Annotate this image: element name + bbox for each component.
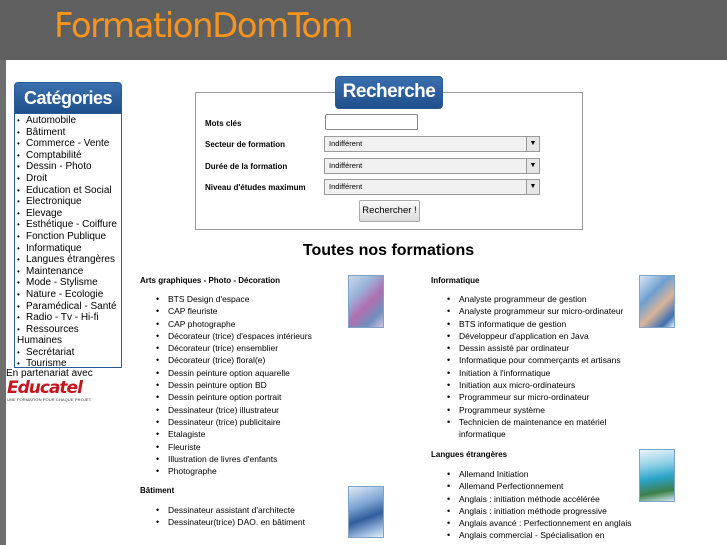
categories-list <box>14 114 122 368</box>
category-item[interactable]: • Tourisme <box>17 358 67 368</box>
course-link[interactable]: • Initiation à l'informatique <box>431 367 641 379</box>
category-item[interactable]: • Bâtiment <box>17 126 66 138</box>
course-thumbnail[interactable] <box>639 449 675 502</box>
category-item[interactable]: • Nature - Ecologie <box>17 288 104 300</box>
page-content <box>6 60 727 545</box>
category-item[interactable]: • Comptabilité <box>17 149 82 161</box>
course-link[interactable]: • CAP photographe <box>140 318 350 330</box>
category-item[interactable]: • Radio - Tv - Hi-fi <box>17 312 99 324</box>
course-thumbnail[interactable] <box>348 275 384 328</box>
course-link[interactable]: • Dessin assisté par ordinateur <box>431 342 641 354</box>
category-item[interactable]: • Automobile <box>17 115 77 126</box>
categories-title: Catégories <box>14 82 122 114</box>
partner-logo-name: Educatel <box>7 378 82 398</box>
course-link[interactable]: • Décorateur (trice) ensemblier <box>140 342 350 354</box>
search-submit-button[interactable]: Rechercher ! <box>359 200 420 222</box>
course-list <box>431 468 641 542</box>
partner-logo-tagline: UNE FORMATION POUR CHAQUE PROJET <box>7 397 92 402</box>
duration-select-value: Indifférent <box>329 161 363 170</box>
course-link[interactable]: • Illustration de livres d'enfants <box>140 453 350 465</box>
site-logo[interactable]: FormationDomTom <box>54 6 353 46</box>
category-item[interactable]: • Electronique <box>17 196 82 208</box>
category-item[interactable]: • Langues étrangères <box>17 254 115 266</box>
course-link[interactable]: • Anglais : initiation méthode accélérée <box>431 493 641 505</box>
course-link[interactable]: • Dessinateur (trice) illustrateur <box>140 404 350 416</box>
course-link[interactable]: • Initiation aux micro-ordinateurs <box>431 379 641 391</box>
course-link[interactable]: • Dessin peinture option aquarelle <box>140 367 350 379</box>
duration-select[interactable] <box>324 158 540 174</box>
course-link[interactable]: • Analyste programmeur sur micro-ordinateur <box>431 305 641 317</box>
section-title[interactable]: Informatique <box>431 276 480 285</box>
sector-label: Secteur de formation <box>205 140 286 149</box>
sector-select[interactable] <box>324 136 540 152</box>
search-title: Recherche <box>335 76 443 109</box>
keywords-input[interactable] <box>325 114 418 130</box>
course-link[interactable]: • Développeur d'application en Java <box>431 330 641 342</box>
category-item[interactable]: • Education et Social <box>17 184 112 196</box>
course-link[interactable]: • CAP fleuriste <box>140 305 350 317</box>
formations-heading: Toutes nos formations <box>302 242 475 259</box>
site-header <box>0 0 727 60</box>
chevron-down-icon: ▼ <box>526 137 539 151</box>
course-link[interactable]: • Fleuriste <box>140 441 350 453</box>
course-list <box>140 504 350 529</box>
categories-box <box>14 82 122 368</box>
category-item[interactable]: • Ressources Humaines <box>17 323 79 347</box>
keywords-label: Mots clés <box>205 119 242 128</box>
duration-label: Durée de la formation <box>205 162 288 171</box>
category-item[interactable]: • Mode - Stylisme <box>17 277 98 289</box>
course-thumbnail[interactable] <box>348 486 384 538</box>
course-link[interactable]: • BTS Design d'espace <box>140 293 350 305</box>
course-link[interactable]: • Allemand Perfectionnement <box>431 480 641 492</box>
course-link[interactable]: • Anglais commercial - Spécialisation en <box>431 529 641 541</box>
course-link[interactable]: • Informatique pour commerçants et artisans <box>431 354 641 366</box>
category-item[interactable]: • Droit <box>17 172 48 184</box>
sector-select-value: Indifférent <box>329 139 363 148</box>
category-item[interactable]: • Dessin - Photo <box>17 161 92 173</box>
section-title[interactable]: Langues étrangères <box>431 450 508 459</box>
category-item[interactable]: • Elevage <box>17 207 63 219</box>
course-link[interactable]: • Programmeur sur micro-ordinateur <box>431 391 641 403</box>
course-link[interactable]: • Etalagiste <box>140 428 350 440</box>
section-title[interactable]: Bâtiment <box>140 486 175 495</box>
course-link[interactable]: • Dessinateur assistant d'architecte <box>140 504 350 516</box>
partner-logo[interactable] <box>7 380 93 404</box>
category-item[interactable]: • Secrétariat <box>17 346 75 358</box>
course-list <box>140 293 350 477</box>
course-thumbnail[interactable] <box>639 275 675 328</box>
course-link[interactable]: • Dessin peinture option portrait <box>140 391 350 403</box>
course-link[interactable]: • Décorateur (trice) d'espaces intérieurs <box>140 330 350 342</box>
course-link[interactable]: • Allemand Initiation <box>431 468 641 480</box>
level-select[interactable] <box>324 179 540 195</box>
level-select-value: Indifférent <box>329 182 363 191</box>
course-link[interactable]: • Décorateur (trice) floral(e) <box>140 354 350 366</box>
course-link[interactable]: • Programmeur système <box>431 404 641 416</box>
course-link[interactable]: • Anglais : initiation méthode progressive <box>431 505 641 517</box>
section-title[interactable]: Arts graphiques - Photo - Décoration <box>140 276 281 285</box>
category-item[interactable]: • Fonction Publique <box>17 230 107 242</box>
course-link[interactable]: • Photographe <box>140 465 350 477</box>
course-link[interactable]: • Anglais avancé : Perfectionnement en anglais <box>431 517 641 529</box>
course-link[interactable]: • BTS informatique de gestion <box>431 318 641 330</box>
category-item[interactable]: • Commerce - Vente <box>17 138 110 150</box>
course-link[interactable]: • Dessinateur(trice) DAO. en bâtiment <box>140 516 350 528</box>
course-link[interactable]: • Dessin peinture option BD <box>140 379 350 391</box>
category-item[interactable]: • Esthétique - Coiffure <box>17 219 117 231</box>
level-label: Niveau d'études maximum <box>205 183 306 192</box>
course-link[interactable]: • Analyste programmeur de gestion <box>431 293 641 305</box>
category-item[interactable]: • Paramédical - Santé <box>17 300 117 312</box>
partner-text: En partenariat avec <box>6 368 93 379</box>
category-item[interactable]: • Maintenance <box>17 265 84 277</box>
search-form <box>195 92 583 230</box>
course-list <box>431 293 641 441</box>
chevron-down-icon: ▼ <box>526 180 539 194</box>
course-link[interactable]: • Technicien de maintenance en matériel informatique <box>431 416 641 441</box>
chevron-down-icon: ▼ <box>526 159 539 173</box>
category-item[interactable]: • Informatique <box>17 242 82 254</box>
course-link[interactable]: • Dessinateur (trice) publicitaire <box>140 416 350 428</box>
